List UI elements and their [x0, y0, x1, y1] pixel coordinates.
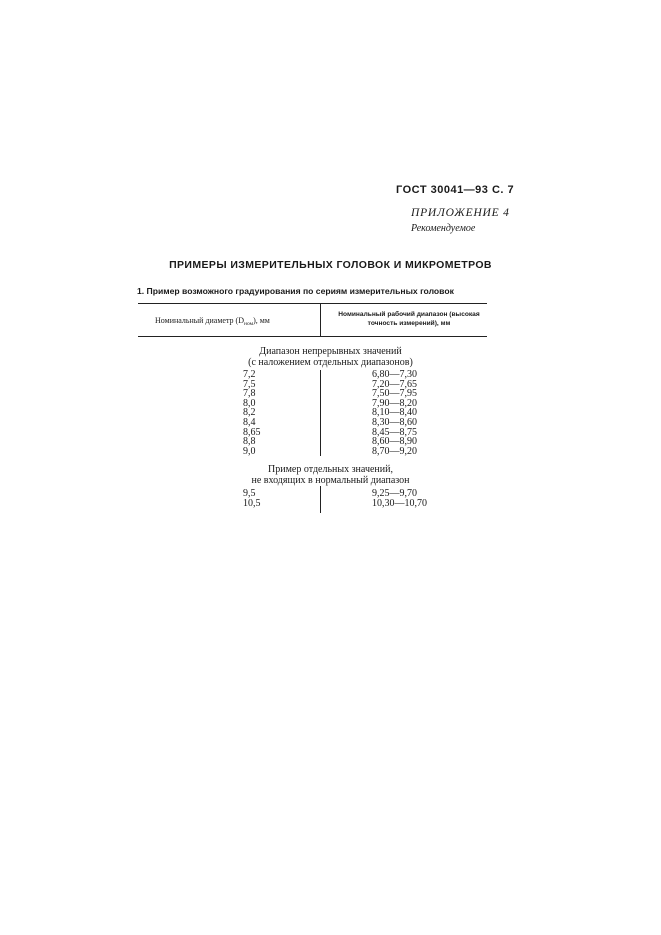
table-top-rule — [138, 303, 487, 304]
nominal-diameter-cell: 8,65 — [243, 426, 261, 438]
document-code: ГОСТ 30041—93 С. 7 — [396, 184, 515, 196]
group-caption-continuous — [0, 346, 661, 368]
working-range-cell: 8,45—8,75 — [372, 426, 417, 438]
working-range-cell: 9,25—9,70 — [372, 488, 417, 499]
page-title: ПРИМЕРЫ ИЗМЕРИТЕЛЬНЫХ ГОЛОВОК И МИКРОМЕТРОВ — [169, 259, 492, 271]
nominal-diameter-cell: 7,2 — [243, 369, 256, 380]
group2-column-divider — [320, 486, 321, 513]
working-range-cell: 7,90—8,20 — [372, 397, 417, 409]
working-range-cell: 10,30—10,70 — [372, 498, 427, 509]
appendix-label: ПРИЛОЖЕНИЕ 4 — [411, 207, 510, 219]
column-header-diameter — [155, 316, 270, 327]
header-column-divider — [320, 303, 321, 336]
working-range-cell: 7,50—7,95 — [372, 388, 417, 400]
working-range-cell: 8,60—8,90 — [372, 436, 417, 448]
group-caption-continuous-line2: (с наложением отдельных диапазонов) — [248, 357, 413, 368]
appendix-status: Рекомендуемое — [411, 223, 476, 234]
working-range-cell: 8,10—8,40 — [372, 407, 417, 419]
nominal-diameter-cell: 8,2 — [243, 407, 256, 419]
column-header-diameter-prefix: Номинальный диаметр (D — [155, 316, 244, 325]
group1-column-divider — [320, 370, 321, 456]
nominal-diameter-cell: 9,5 — [243, 488, 256, 499]
nominal-diameter-cell: 9,0 — [243, 445, 256, 457]
nominal-diameter-cell: 8,4 — [243, 417, 256, 428]
nominal-diameter-cell: 7,8 — [243, 388, 256, 400]
nominal-diameter-cell: 8,8 — [243, 436, 256, 448]
table-header-rule — [138, 336, 487, 337]
column-header-diameter-suffix: ), мм — [253, 316, 270, 325]
group-caption-separate — [0, 464, 661, 486]
nominal-diameter-cell: 7,5 — [243, 378, 256, 390]
working-range-cell: 7,20—7,65 — [372, 378, 417, 390]
working-range-cell: 8,30—8,60 — [372, 417, 417, 428]
nominal-diameter-cell: 10,5 — [243, 498, 261, 509]
column-header-diameter-subscript: ном — [244, 321, 254, 327]
section-title: 1. Пример возможного градуирования по сериям измерительных головок — [137, 286, 454, 296]
group-caption-separate-line2: не входящих в нормальный диапазон — [251, 475, 410, 486]
group-caption-separate-line1: Пример отдельных значений, — [268, 464, 393, 475]
working-range-cell: 6,80—7,30 — [372, 369, 417, 380]
column-header-range: Номинальный рабочий диапазон (высокая точность измерений), мм — [338, 311, 480, 327]
group-caption-continuous-line1: Диапазон непрерывных значений — [259, 346, 402, 357]
nominal-diameter-cell: 8,0 — [243, 397, 256, 409]
working-range-cell: 8,70—9,20 — [372, 445, 417, 457]
